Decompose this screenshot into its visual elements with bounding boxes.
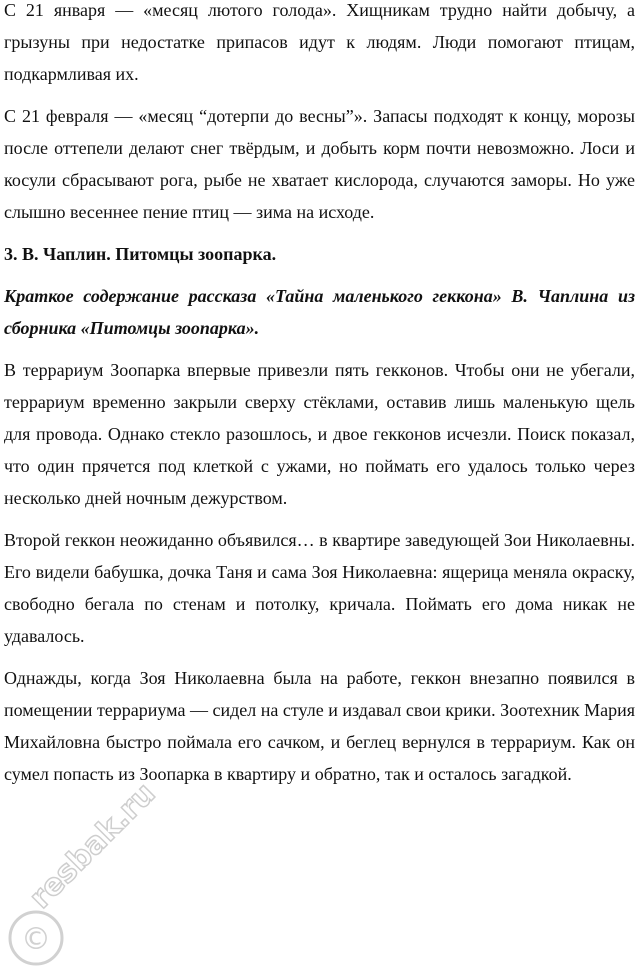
paragraph-january: С 21 января — «месяц лютого голода». Хищникам трудно найти добычу, а грызуны при недостатке припасов идут к людям. Люди помогают птицам, подкармливая их. — [4, 0, 635, 84]
paragraph-terrarium: В террариум Зоопарка впервые привезли пять гекконов. Чтобы они не убегали, террариум временно закрыли сверху стёклами, оставив лишь маленькую щель для провода. Однако стекло разошлось, и двое гекконов исчезли. Поиск показал, что один прячется под клеткой с ужами, но поймать его удалось только через несколько дней ночным дежурством. — [4, 360, 635, 508]
paragraph-february: С 21 февраля — «месяц “дотерпи до весны”». Запасы подходят к концу, морозы после оттепели делают снег твёрдым, и добыть корм почти невозможно. Лоси и косули сбрасывают рога, рыбе не хватает кислорода, случаются заморы. Но уже слышно весеннее пение птиц — зима на исходе. — [4, 106, 635, 222]
paragraph-ending: Однажды, когда Зоя Николаевна была на работе, геккон внезапно появился в помещении террариума — сидел на стуле и издавал свои крики. Зоотехник Мария Михайловна быстро поймала его сачком, и беглец вернулся в террариум. Как он сумел попасть из Зоопарка в квартиру и обратно, так и осталось загадкой. — [4, 668, 635, 784]
svg-text:resbak.ru: resbak.ru — [22, 776, 163, 916]
section-heading: 3. В. Чаплин. Питомцы зоопарка. — [4, 244, 277, 264]
svg-text:©: © — [21, 922, 51, 957]
paragraph-second-gecko: Второй геккон неожиданно объявился… в квартире заведующей Зои Николаевны. Его видели бабушка, дочка Таня и сама Зоя Николаевна: ящерица меняла окраску, свободно бегала по стенам и потолку, кричала. Поймать его дома никак не удавалось. — [4, 530, 635, 646]
summary-subheading: Краткое содержание рассказа «Тайна маленького геккона» В. Чаплина из сборника «Питомцы зоопарка». — [4, 286, 635, 338]
